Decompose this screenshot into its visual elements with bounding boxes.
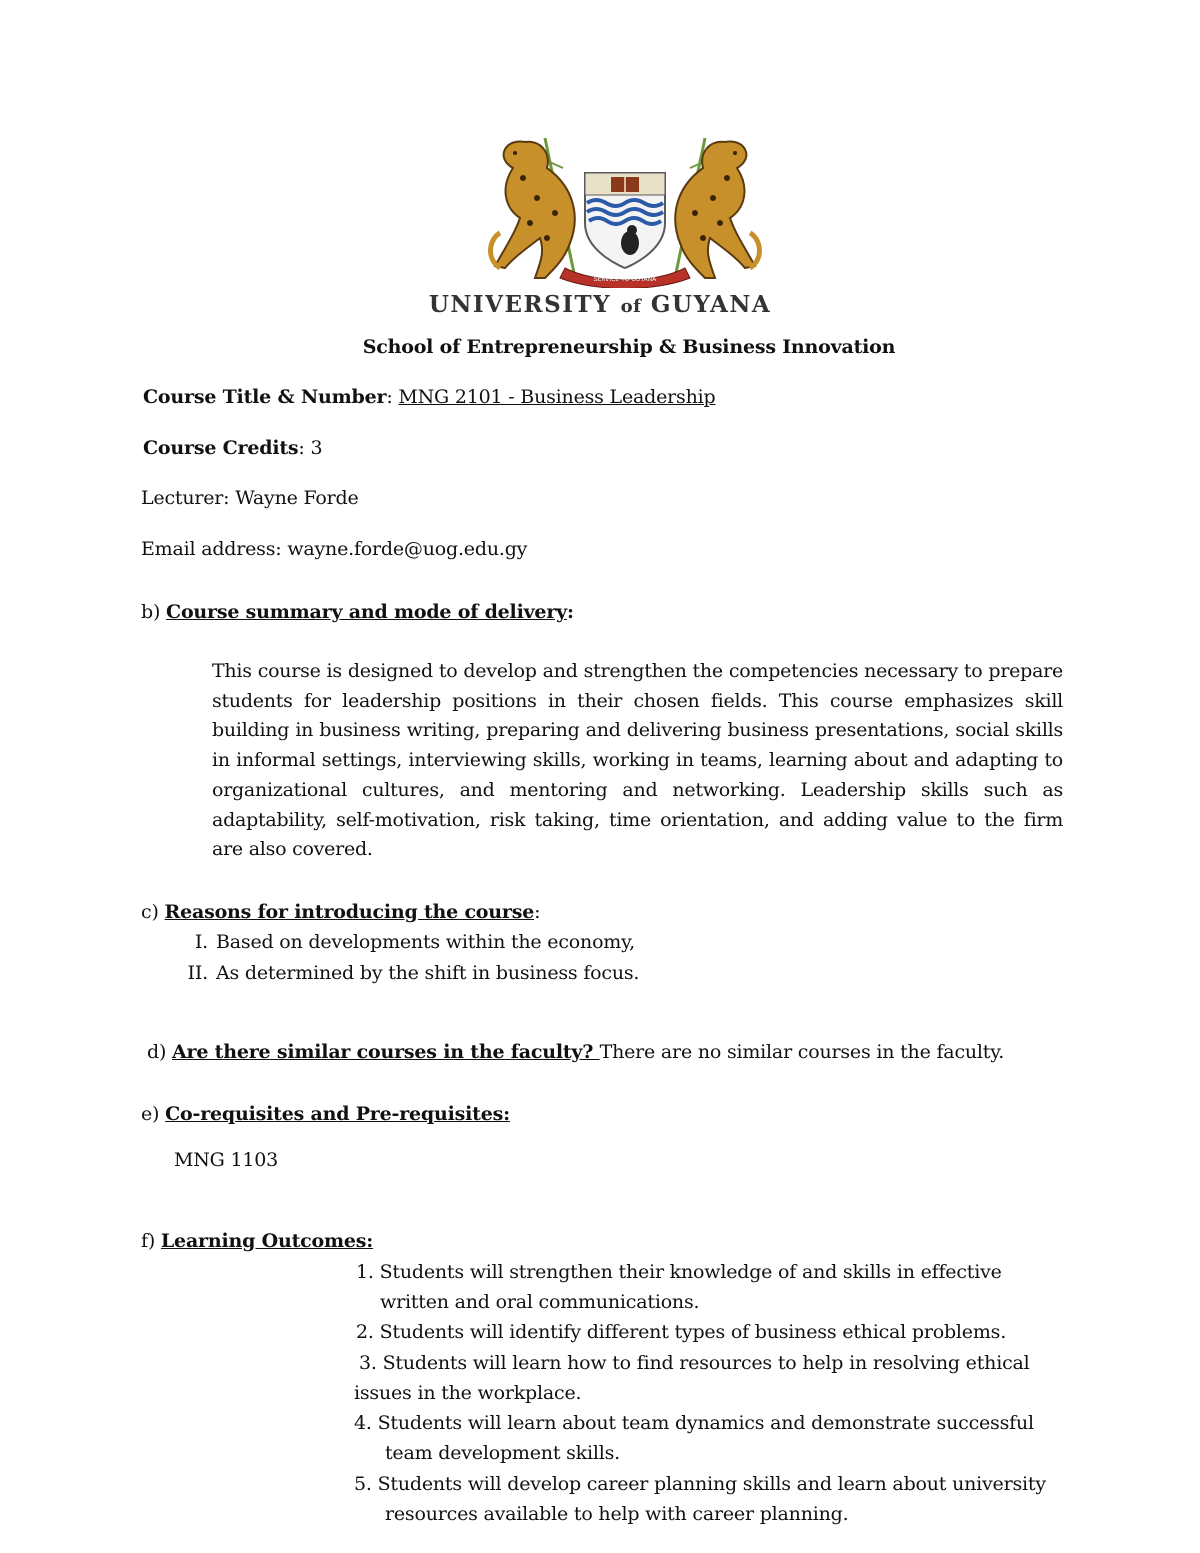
course-credits-value: 3 [310, 437, 323, 459]
section-f-title: Learning Outcomes: [160, 1230, 374, 1252]
section-c-heading [141, 900, 540, 924]
course-title-line [143, 385, 715, 409]
outcome-line: 4. Students will learn about team dynamics and demonstrate successful [354, 1412, 1034, 1434]
summary-line: adaptability, self-motivation, risk taking, time orientation, and adding value to the firm [212, 808, 1063, 831]
course-summary-paragraph [212, 657, 1063, 865]
course-credits-label: Course Credits [143, 437, 299, 459]
section-b-title: Course summary and mode of delivery [166, 601, 567, 623]
section-b-heading [141, 600, 574, 624]
section-d-line [147, 1040, 1004, 1064]
prerequisite-value: MNG 1103 [174, 1149, 279, 1171]
outcome-line: written and oral communications. [380, 1291, 700, 1313]
section-e-heading [141, 1102, 510, 1126]
course-title-label: Course Title & Number [143, 386, 387, 408]
section-d-answer: There are no similar courses in the faculty. [599, 1041, 1005, 1063]
outcome-line: issues in the workplace. [354, 1382, 582, 1404]
section-f-prefix: f) [141, 1230, 161, 1252]
outcome-line: 3. Students will learn how to find resources to help in resolving ethical [359, 1352, 1030, 1374]
wordmark-end: GUYANA [641, 291, 772, 318]
lecturer-line: Lecturer: Wayne Forde [141, 487, 359, 509]
email-line: Email address: wayne.forde@uog.edu.gy [141, 538, 528, 560]
summary-line: in informal settings, interviewing skills, working in teams, learning about and adapting to [212, 749, 1063, 772]
section-e-prefix: e) [141, 1103, 166, 1125]
motto-ribbon [560, 268, 690, 288]
summary-line: organizational cultures, and mentoring and networking. Leadership skills such as [212, 778, 1063, 801]
reason-number: II. [187, 962, 208, 984]
outcome-line: 5. Students will develop career planning skills and learn about university [354, 1473, 1046, 1495]
course-credits-line [143, 436, 322, 460]
outcome-line: 2. Students will identify different types of business ethical problems. [356, 1321, 1007, 1343]
section-c-suffix: : [534, 901, 541, 923]
reason-number: I. [194, 931, 208, 953]
section-d-title: Are there similar courses in the faculty? [172, 1041, 600, 1063]
summary-line: students for leadership positions in their chosen fields. This course emphasizes skill [212, 689, 1063, 712]
section-c-title: Reasons for introducing the course [164, 901, 535, 923]
section-e-title: Co-requisites and Pre-requisites: [165, 1103, 510, 1125]
course-title-value: MNG 2101 - Business Leadership [398, 386, 716, 408]
right-jaguar-icon [675, 141, 759, 278]
university-wordmark [0, 291, 1200, 318]
reason-text: Based on developments within the economy, [216, 931, 635, 953]
section-c-prefix: c) [141, 901, 165, 923]
course-title-sep: : [386, 386, 399, 408]
summary-line: This course is designed to develop and strengthen the competencies necessary to prepare [212, 660, 1063, 682]
outcome-line: 1. Students will strengthen their knowledge of and skills in effective [356, 1261, 1002, 1283]
outcome-line: resources available to help with career planning. [385, 1503, 849, 1525]
university-crest-logo [485, 128, 765, 288]
left-jaguar-icon [491, 141, 575, 278]
motto-text: SERVICE TO GUYANA [593, 276, 657, 283]
section-b-prefix: b) [141, 601, 167, 623]
school-name: School of Entrepreneurship & Business Innovation [362, 336, 896, 358]
outcome-line: team development skills. [385, 1442, 620, 1464]
summary-line: are also covered. [212, 838, 373, 861]
section-d-prefix: d) [147, 1041, 173, 1063]
course-credits-sep: : [298, 437, 311, 459]
wordmark-main: UNIVERSITY [428, 291, 621, 318]
reason-text: As determined by the shift in business focus. [216, 962, 640, 984]
shield-icon [585, 173, 665, 268]
wordmark-of: of [620, 296, 642, 317]
section-b-suffix: : [566, 601, 574, 623]
summary-line: building in business writing, preparing and delivering business presentations, social skills [212, 719, 1063, 742]
section-f-heading [141, 1229, 373, 1253]
